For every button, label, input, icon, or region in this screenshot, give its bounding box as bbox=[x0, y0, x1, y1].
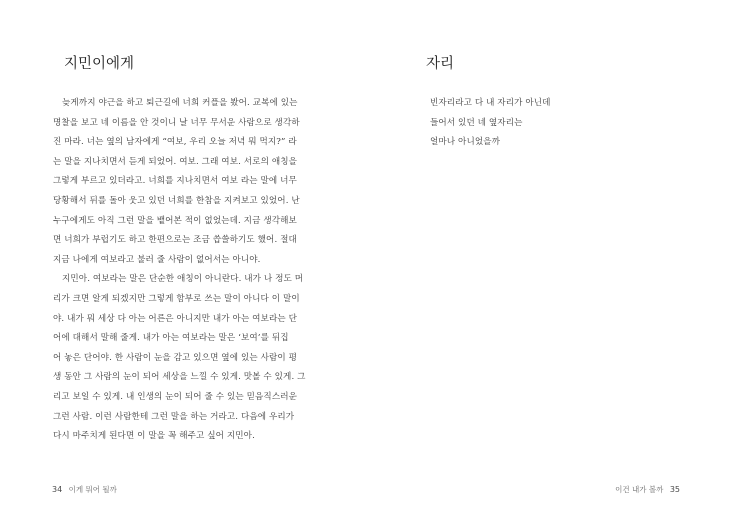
body-text bbox=[53, 94, 323, 447]
text-line: 리고 보일 수 있게. 내 인생의 눈이 되어 줄 수 있는 믿음직스러운 bbox=[53, 391, 298, 402]
text-line: 어에 대해서 말해 줄게. 내가 아는 여보라는 말은 ‘보여’를 뒤집 bbox=[53, 333, 289, 344]
poem-line: 빈자리라고 다 내 자리가 아닌데 bbox=[430, 98, 551, 108]
text-line: 지금 나에게 여보라고 불러 줄 사람이 없어서는 아니야. bbox=[53, 254, 261, 265]
poem-line: 들어서 있던 네 옆자리는 bbox=[430, 117, 523, 128]
running-title: 이게 뭐어 될까 bbox=[68, 485, 117, 494]
page-number: 35 bbox=[669, 485, 680, 494]
right-page bbox=[365, 0, 730, 519]
text-line: 진 마라. 너는 옆의 남자에게 “여보, 우리 오늘 저녁 뭐 먹지?” 라 bbox=[53, 137, 297, 148]
page-number: 34 bbox=[52, 485, 63, 494]
text-line: 야. 내가 뭐 세상 다 아는 어른은 아니지만 내가 아는 여보라는 단 bbox=[53, 313, 298, 324]
text-line: 그런 사람. 이런 사람한테 그런 말을 하는 거라고. 다음에 우리가 bbox=[53, 411, 295, 422]
text-line: 누구에게도 아직 그런 말을 뱉어본 적이 없었는데. 지금 생각해보 bbox=[53, 215, 297, 226]
page-title: 자리 bbox=[426, 56, 455, 72]
text-line: 당황해서 뒤를 돌아 웃고 있던 너희를 한참을 지켜보고 있었어. 난 bbox=[53, 195, 300, 206]
page-title: 지민이에게 bbox=[64, 56, 135, 72]
running-title: 이건 내가 볼까 bbox=[615, 485, 664, 494]
page-footer bbox=[52, 484, 117, 495]
text-line: 다시 마주치게 된다면 이 말을 꼭 해주고 싶어 지민아. bbox=[53, 431, 255, 442]
text-line: 명찰을 보고 네 이름을 안 것이니 날 너무 무서운 사람으로 생각하 bbox=[53, 117, 300, 128]
text-line: 생 동안 그 사람의 눈이 되어 세상을 느낄 수 있게. 맛볼 수 있게. 그 bbox=[53, 372, 306, 383]
text-line: 늦게까지 야근을 하고 퇴근길에 너희 커플을 봤어. 교복에 있는 bbox=[62, 98, 298, 108]
text-line: 면 너희가 부럽기도 하고 한편으로는 조금 씁쓸하기도 했어. 절대 bbox=[53, 235, 297, 246]
page-footer bbox=[615, 484, 680, 495]
text-line: 리가 크면 알게 되겠지만 그렇게 함부로 쓰는 말이 아니다 이 말이 bbox=[53, 293, 300, 304]
text-line: 그렇게 부르고 있더라고. 너희를 지나치면서 여보 라는 말에 너무 bbox=[53, 176, 297, 187]
text-line: 지민아. 여보라는 말은 단순한 애칭이 아니란다. 내가 나 정도 머 bbox=[62, 274, 304, 285]
poem-text bbox=[430, 94, 670, 153]
poem-line: 얼마나 아니었을까 bbox=[430, 137, 501, 148]
text-line: 어 놓은 단어야. 한 사람이 눈을 감고 있으면 옆에 있는 사람이 평 bbox=[53, 352, 298, 363]
text-line: 는 말을 지나치면서 듣게 되었어. 여보. 그래 여보. 서로의 애칭을 bbox=[53, 156, 298, 167]
